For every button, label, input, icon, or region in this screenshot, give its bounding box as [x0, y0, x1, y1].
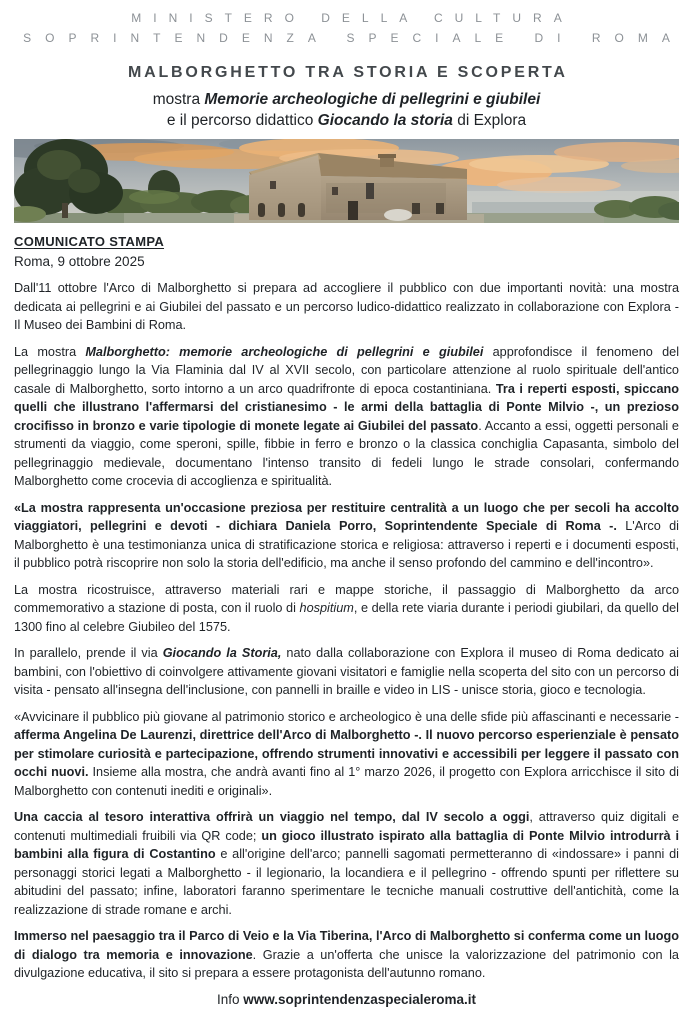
letterhead	[14, 10, 684, 47]
info-line	[14, 991, 679, 1009]
body-paragraph-1: Dall'11 ottobre l'Arco di Malborghetto si prepara ad accogliere il pubblico con due importanti novità: una mostra dedicata ai pellegrini e ai Giubilei del passato e un percorso ludico-didattico realizzato in collaborazione con Explora - Il Museo dei Bambini di Roma.	[14, 281, 679, 332]
subtitle-percorso: e il percorso didattico Giocando la storia di Explora	[166, 112, 527, 129]
body-paragraph-3-quote-porro: «La mostra rappresenta un'occasione preziosa per restituire centralità a un luogo che per secoli ha accolto viaggiatori, pellegrini e devoti - dichiara Daniela Porro, Soprintendente Speciale di Roma -. L'Arco di Malborghetto è una testimonianza unica di stratificazione storica e religiosa: attraverso i reperti e i documenti esposti, il pubblico potrà riscoprire non solo la storia dell'edificio, ma anche il senso profondo del cammino e dell'incontro».	[14, 500, 679, 570]
soprintendenza-name: SOPRINTENDENZA SPECIALE DI ROMA	[23, 31, 684, 45]
body-paragraph-5: In parallelo, prende il via Giocando la Storia, nato dalla collaborazione con Explora il museo di Roma dedicato ai bambini, con l'obiettivo di coinvolgere attivamente giovani visitatori e famiglie nella scoperta del sito con un percorso di visita - pensato all'insegna dell'inclusione, con pannelli in braille e video in LIS - unisce storia, gioco e tecnologia.	[14, 646, 679, 697]
body-paragraph-2: La mostra Malborghetto: memorie archeologiche di pellegrini e giubilei approfondisce il fenomeno del pellegrinaggio lungo la Via Flaminia dal IV al XVII secolo, con particolare attenzione al ruolo spirituale dell'antico casale di Malborghetto, sorto intorno a un arco quadrifronte di epoca costantiniana. Tra i reperti esposti, spiccano quelli che illustrano l'affermarsi del cristianesimo - le armi della battaglia di Ponte Milvio -, un prezioso crocifisso in bronzo e varie tipologie di monete legate ai Giubilei del passato. Accanto a essi, oggetti personali e strumenti da viaggio, come speroni, spille, fibbie in ferro e bronzo o la classica conchiglia Capasanta, simbolo del pellegrinaggio medievale, documentano l'intenso transito di fedeli lungo le strade consolari, confermando Malborghetto come crocevia di accoglienza e spiritualità.	[14, 344, 680, 488]
body-paragraph-7: Una caccia al tesoro interattiva offrirà un viaggio nel tempo, dal IV secolo a oggi, attraverso quiz digitali e contenuti multimediali fruibili via QR code; un gioco illustrato ispirato alla battaglia di Ponte Milvio introdurrà i bambini alla figura di Costantino e all'origine dell'arco; pannelli sagomati permetteranno di «indossare» i panni di personaggi storici legati a Malborghetto - il legionario, la locandiera e il pellegrino - offrendo spunti per riflettere su abitudini del passato; infine, laboratori faranno sperimentare le tecniche manuali costruttive dell'antichità, come la realizzazione di strade romane e archi.	[14, 810, 680, 917]
press-body	[14, 279, 679, 983]
info-prefix: Info	[216, 991, 244, 1007]
ministry-name: MINISTERO DELLA CULTURA	[131, 11, 574, 25]
subtitle-block	[14, 89, 679, 131]
exhibition-title: MALBORGHETTO TRA STORIA E SCOPERTA	[127, 64, 568, 81]
body-paragraph-4: La mostra ricostruisce, attraverso materiali rari e mappe storiche, il passaggio di Malborghetto da arco commemorativo a stazione di posta, con il ruolo di hospitium, e della rete viaria durante i periodi giubilari, da quello del 1300 fino al celebre Giubileo del 1575.	[14, 582, 680, 634]
subtitle-mostra: mostra Memorie archeologiche di pellegrini e giubilei	[152, 91, 541, 108]
dateline: Roma, 9 ottobre 2025	[14, 254, 145, 269]
website-url[interactable]: www.soprintendenzaspecialeroma.it	[243, 991, 477, 1007]
comunicato-stampa-label: COMUNICATO STAMPA	[14, 234, 165, 249]
body-paragraph-6-quote-delaurenzi: «Avvicinare il pubblico più giovane al patrimonio storico e archeologico è una delle sfide più affascinanti e necessarie - afferma Angelina De Laurenzi, direttrice dell'Arco di Malborghetto -. Il nuovo percorso esperienziale è pensato per stimolare curiosità e partecipazione, offrendo strumenti innovativi e accessibili per leggere il passato con occhi nuovi. Insieme alla mostra, che andrà avanti fino al 1° marzo 2026, il progetto con Explora arricchisce il sito di Malborghetto con contenuti inediti e originali».	[14, 709, 679, 798]
press-photo	[14, 139, 679, 223]
malborghetto-building-illustration	[14, 139, 679, 223]
body-paragraph-8: Immerso nel paesaggio tra il Parco di Veio e la Via Tiberina, l'Arco di Malborghetto si conferma come un luogo di dialogo tra memoria e innovazione. Grazie a un'offerta che unisce la valorizzazione del patrimonio con la divulgazione educativa, il sito si prepara a essere protagonista dell'autunno romano.	[14, 929, 679, 980]
